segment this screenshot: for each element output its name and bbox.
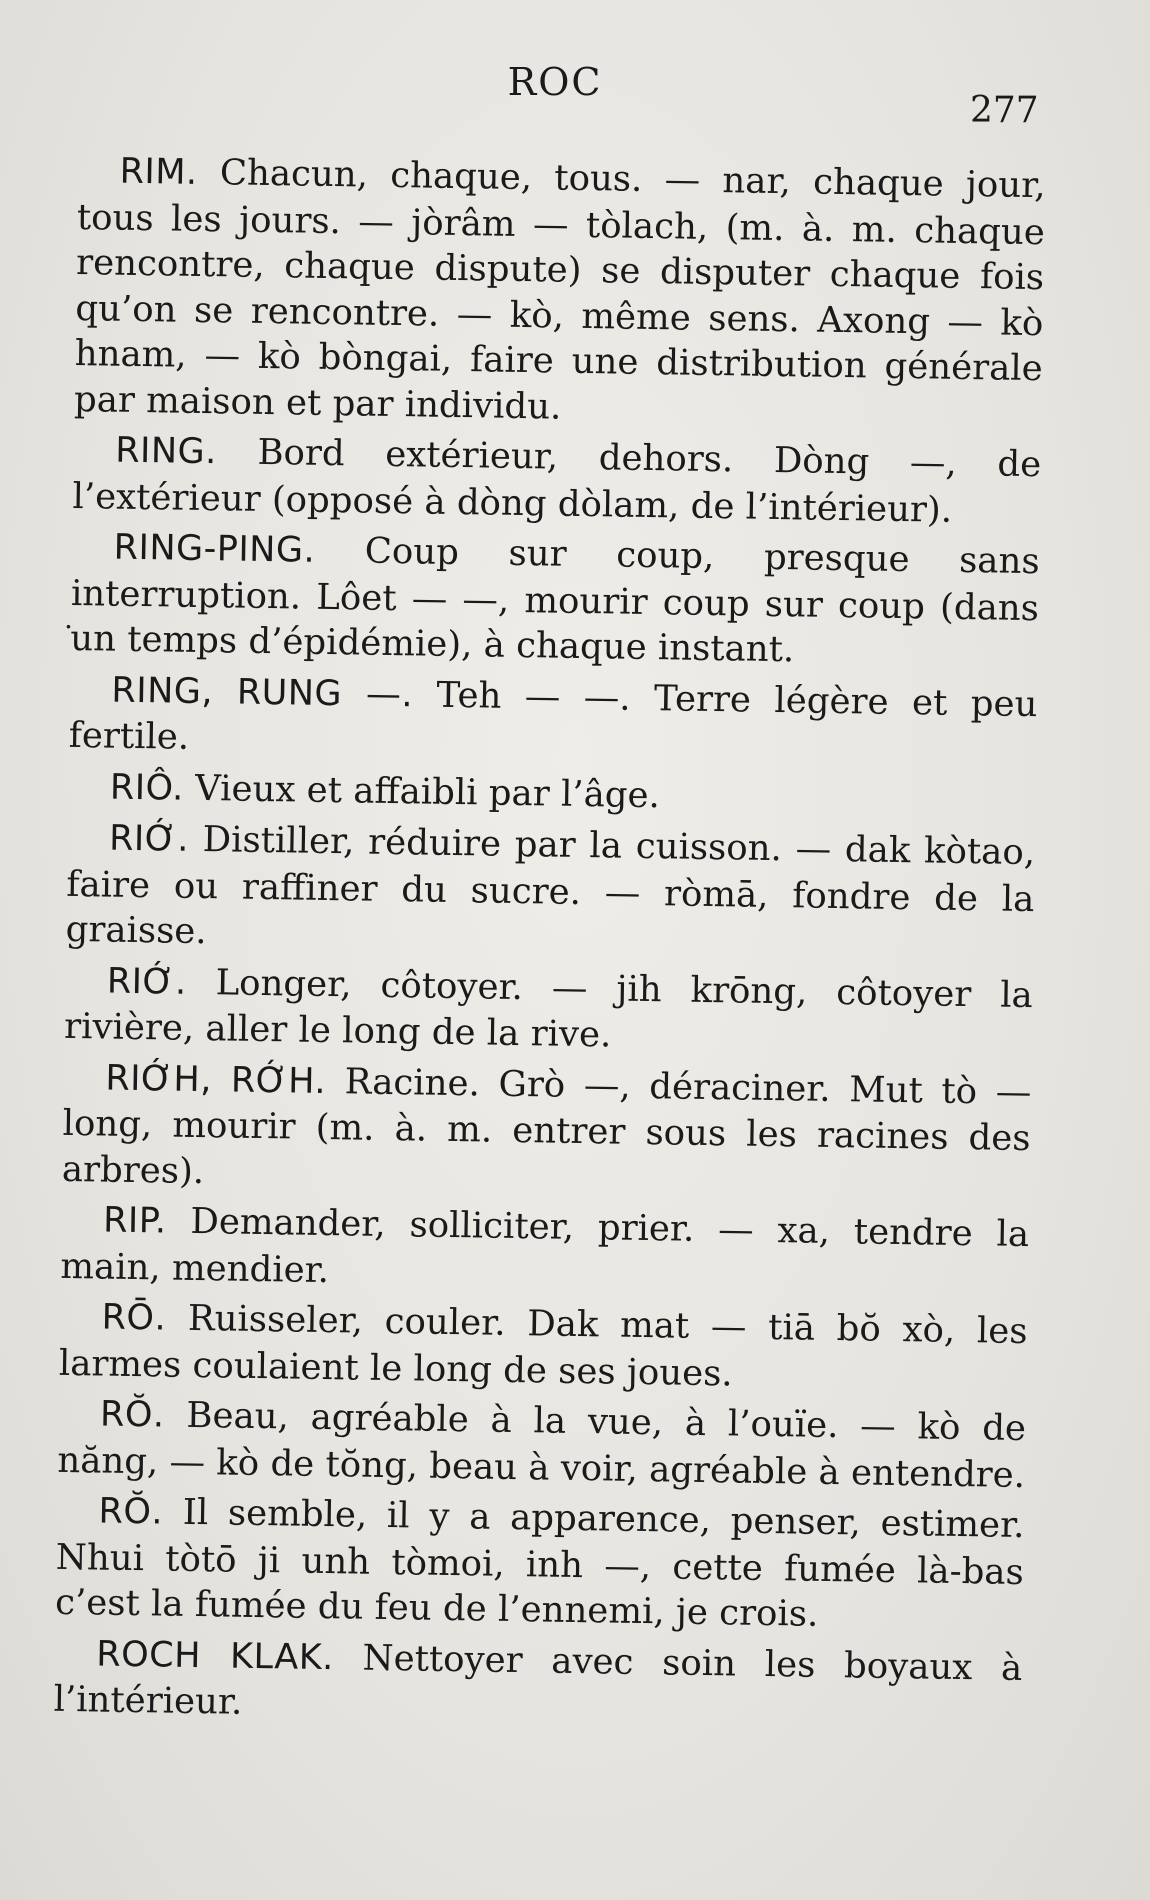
dictionary-entry bbox=[55, 1488, 1025, 1641]
entry-detail: Dòng —, de l’extérieur (opposé à dòng dòlam, de l’intérieur). bbox=[72, 439, 1042, 531]
entry-detail: Grò —, déraciner. Mut tò — long, mourir (m. à. m. entrer sous les racines des arbres). bbox=[61, 1063, 1032, 1192]
entry-detail: Terre légère et peu fertile. bbox=[68, 677, 1038, 758]
entry-definition: Distiller, réduire par la cuisson. bbox=[202, 819, 783, 870]
entry-headword: ROCH KLAK . bbox=[96, 1634, 334, 1678]
dictionary-entry bbox=[57, 1391, 1026, 1498]
entry-headword: RIÔ . bbox=[110, 767, 185, 808]
entry-definition: Longer, côtoyer. bbox=[215, 961, 524, 1008]
entry-definition: Nettoyer avec soin les boyaux à l’intérieur. bbox=[53, 1637, 1023, 1723]
dictionary-entry bbox=[65, 815, 1035, 968]
entry-headword: RING-PING . bbox=[113, 528, 315, 571]
entry-definition: Chacun, chaque, tous. bbox=[219, 152, 643, 200]
entry-definition: Vieux et affaibli par l’âge. bbox=[194, 767, 661, 816]
entry-headword: RŌ . bbox=[101, 1298, 166, 1339]
entry-headword: RIỚ . bbox=[109, 819, 189, 860]
entry-detail: — xa, tendre la main, mendier. bbox=[60, 1209, 1030, 1291]
entry-definition: Bord extérieur, dehors. bbox=[257, 431, 734, 481]
dictionary-entry bbox=[60, 1197, 1029, 1304]
dictionary-entry bbox=[70, 524, 1040, 677]
dictionary-entry bbox=[74, 148, 1046, 437]
margin-mark: . bbox=[64, 602, 73, 635]
entry-headword: RIP . bbox=[103, 1201, 167, 1242]
entry-detail: Nhui tòtō ji unh tòmoi, inh —, cette fumée là-bas c’est la fumée du feu de l’ennemi, je crois. bbox=[54, 1536, 1025, 1635]
dictionary-entries bbox=[53, 148, 1046, 1743]
entry-definition: Il semble, il y a apparence, penser, estimer. bbox=[182, 1491, 1025, 1547]
dictionary-entry bbox=[68, 763, 1037, 825]
entry-detail: — nar, chaque jour, tous les jours. — jòrâm — tòlach, (m. à. m. chaque rencontre, chaque dispute) se disputer chaque fois qu’on se rencontre. — kò, même sens. Axong — kò hnam, — kò bòngai, faire une distribution générale par maison et par individu. bbox=[73, 159, 1046, 428]
entry-detail: — jih krōng, côtoyer la rivière, aller le long de la rive. bbox=[63, 967, 1034, 1056]
entry-detail: — dak kòtao, faire ou raffiner du sucre. — ròmā, fondre de la graisse. bbox=[65, 828, 1036, 953]
page-number: 277 bbox=[970, 90, 1039, 131]
entry-detail: Dak mat — tiā bŏ xò, les larmes coulaient le long de ses joues. bbox=[58, 1303, 1028, 1394]
dictionary-entry bbox=[64, 957, 1033, 1064]
dictionary-entry bbox=[62, 1054, 1032, 1207]
dictionary-entry bbox=[68, 666, 1037, 773]
entry-headword: RIỚ . bbox=[107, 961, 187, 1002]
running-head: ROC bbox=[507, 60, 603, 104]
entry-headword: RIM . bbox=[119, 152, 198, 193]
entry-definition: Ruisseler, couler. bbox=[187, 1297, 506, 1344]
dictionary-entry bbox=[53, 1630, 1022, 1737]
entry-definition: Demander, solliciter, prier. bbox=[190, 1200, 695, 1250]
entry-definition: Teh — —. bbox=[436, 674, 631, 719]
entry-definition: Beau, agréable à la vue, à l’ouïe. bbox=[186, 1394, 839, 1447]
dictionary-entry bbox=[59, 1294, 1028, 1401]
entry-definition: Racine. bbox=[344, 1060, 481, 1104]
entry-headword: RŎ . bbox=[100, 1395, 165, 1436]
entry-detail: — kò de năng, — kò de tŏng, beau à voir, agréable à entendre. bbox=[57, 1405, 1027, 1496]
entry-headword: RŎ . bbox=[98, 1491, 163, 1532]
entry-headword: RIỚH, RỚH . bbox=[105, 1058, 326, 1101]
entry-detail: Lôet — —, mourir coup sur coup (dans un temps d’épidémie), à chaque instant. bbox=[69, 576, 1040, 671]
entry-headword: RING, RUNG — . bbox=[111, 670, 413, 715]
entry-headword: RING . bbox=[115, 431, 217, 473]
entry-definition: Coup sur coup, presque sans interruption. bbox=[70, 530, 1040, 618]
dictionary-entry bbox=[72, 427, 1041, 534]
